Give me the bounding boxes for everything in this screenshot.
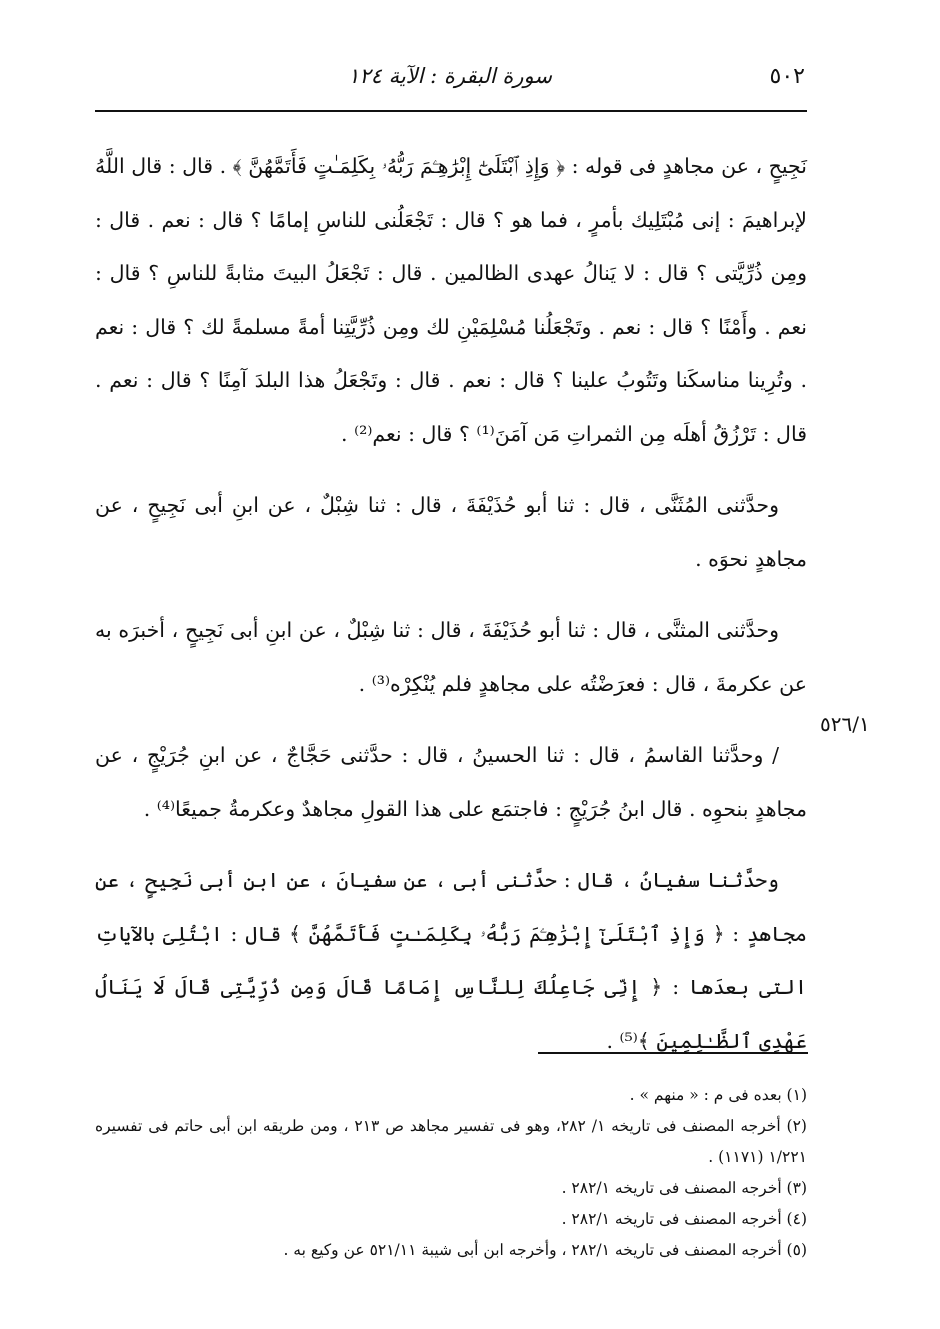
footnote: (٥) أخرجه المصنف فى تاريخه ٢٨٢/١ ، وأخرجه ابن أبى شيبة ٥٢١/١١ عن وكيع به . (283, 1241, 807, 1259)
margin-reference: ٥٢٦/١ (820, 712, 870, 736)
paragraph: وحدَّثنى المثنَّى ، قال : ثنا أبو حُذَيْفَةَ ، قال : ثنا شِبْلٌ ، عن ابنِ أبى نَجِيحٍ ، أخبرَه به عن عكرمةَ ، قال : فعرَضْتُه على مجاهدٍ فلم يُنْكِرْه⁽³⁾ . (95, 618, 807, 696)
paragraph: وحدَّثنا سفيانُ ، قال : حدَّثنى أبى ، عن سفيانَ ، عن ابنِ أبى نَجِيحٍ ، عن مجاهدٍ : ﴿ وَإِذِ ٱبْتَلَىٰٓ إِبْرَٰهِـۧمَ رَبُّهُۥ بِكَلِمَـٰتٍ فَأَتَمَّهُنَّ ﴾ قال : ابْتُلِىَ بالآياتِ التى بعدَها : ﴿ إِنِّى جَاعِلُكَ لِلنَّاسِ إِمَامًا قَالَ وَمِن ذُرِّيَّتِى قَالَ لَا يَنَالُ عَهْدِى ٱلظَّـٰلِمِينَ ﴾⁽⁵⁾ . (95, 868, 807, 1053)
footnotes (95, 1080, 807, 1266)
paragraph: نَجِيحٍ ، عن مجاهدٍ فى قوله : ﴿ وَإِذِ ٱبْتَلَىٰٓ إِبْرَٰهِـۧمَ رَبُّهُۥ بِكَلِمَـٰتٍ فَأَتَمَّهُنَّ ﴾ . قال : قال اللَّهُ لإبراهيمَ : إنى مُبْتَلِيك بأمرٍ ، فما هو ؟ قال : تَجْعَلُنى للناسِ إمامًا ؟ قال : نعم . قال : ومِن ذُرِّيَّتى ؟ قال : لا يَنالُ عهدى الظالمين . قال : تَجْعَلُ البيتَ مثابةً للناسِ ؟ قال : نعم . وأَمْنًا ؟ قال : نعم . وتَجْعَلُنا مُسْلِمَيْنِ لك ومِن ذُرِّيَّتِنا أمةً مسلمةً لك ؟ قال : نعم . وتُرِينا مناسكَنا وتَتُوبُ علينا ؟ قال : نعم . قال : وتَجْعَلُ هذا البلدَ آمِنًا ؟ قال : نعم . قال : تَرْزُقُ أهلَه مِن الثمراتِ مَن آمَنَ⁽¹⁾ ؟ قال : نعم⁽²⁾ . (95, 154, 807, 446)
footnote: (٢) أخرجه المصنف فى تاريخه ١/ ٢٨٢، وهو فى تفسير مجاهد ص ٢١٣ ، ومن طريقه ابن أبى حاتم فى تفسيره ١/٢٢١ (١١٧١) . (95, 1117, 807, 1166)
header-rule (95, 110, 807, 112)
main-text (95, 140, 807, 1086)
page-number: ٥٠٢ (769, 64, 805, 89)
footnote: (٤) أخرجه المصنف فى تاريخه ٢٨٢/١ . (561, 1210, 807, 1228)
paragraph: / وحدَّثنا القاسمُ ، قال : ثنا الحسينُ ، قال : حدَّثنى حَجَّاجٌ ، عن ابنِ جُرَيْجٍ ، عن مجاهدٍ بنحوِه . قال ابنُ جُرَيْجٍ : فاجتمَع على هذا القولِ مجاهدٌ وعكرمةُ جميعًا⁽⁴⁾ . (95, 743, 807, 821)
running-title: سورة البقرة : الآية ١٢٤ (348, 64, 552, 88)
footnote: (٣) أخرجه المصنف فى تاريخه ٢٨٢/١ . (561, 1179, 807, 1197)
footnote: (١) بعده فى م : « منهم » . (629, 1086, 807, 1104)
paragraph: وحدَّثنى المُثَنَّى ، قال : ثنا أبو حُذَيْفَةَ ، قال : ثنا شِبْلٌ ، عن ابنِ أبى نَجِيحٍ ، عن مجاهدٍ نحوَه . (95, 493, 807, 571)
page-header (95, 58, 805, 98)
footnote-rule (538, 1052, 808, 1054)
